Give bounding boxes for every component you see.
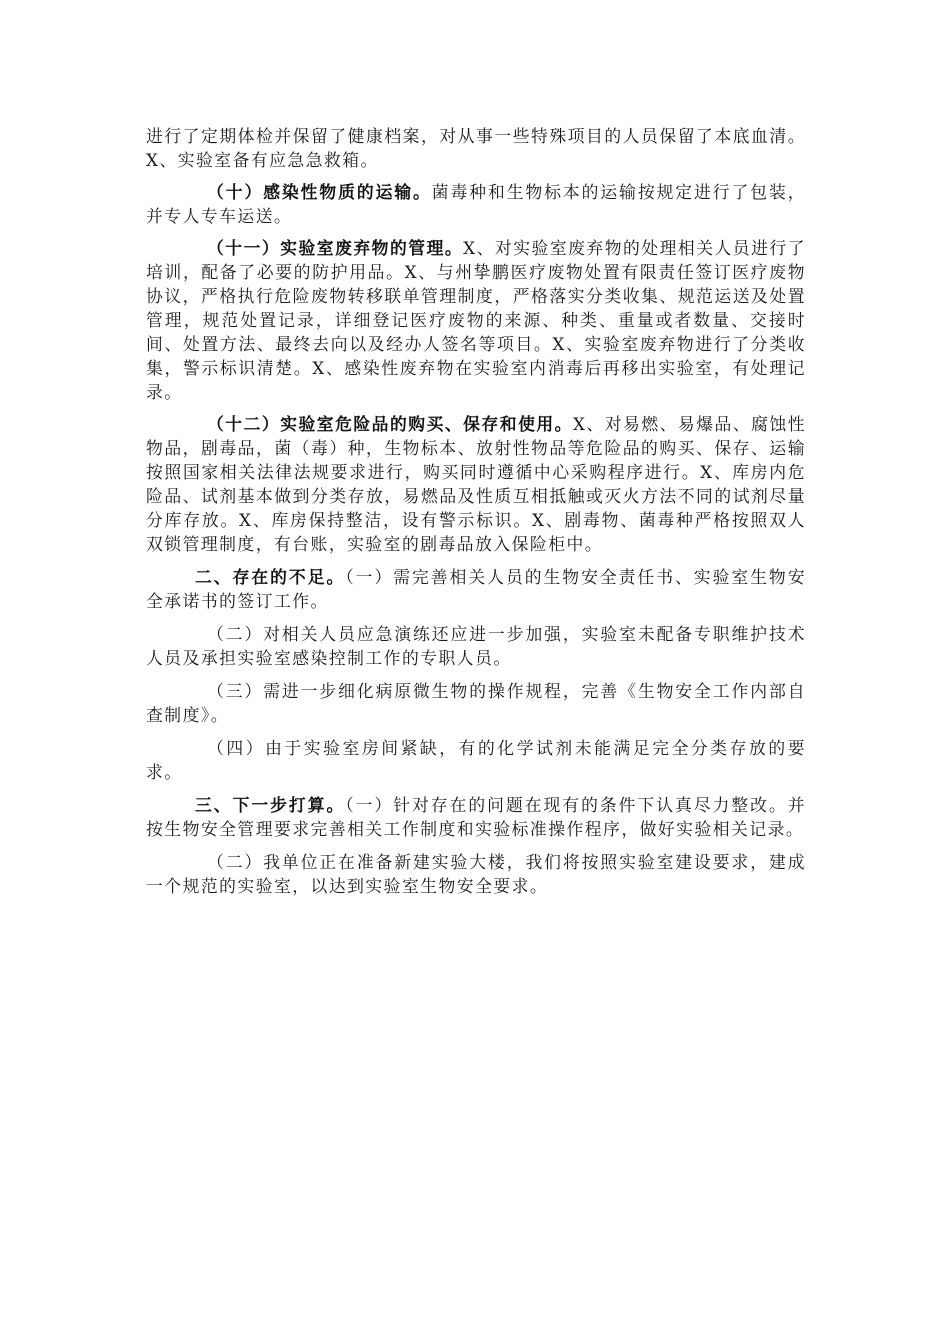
paragraph-hazardous-materials	[146, 412, 806, 556]
paragraph-text: 进行了定期体检并保留了健康档案，对从事一些特殊项目的人员保留了本底血清。X、实验室备有应急急救箱。	[146, 126, 806, 170]
paragraph-text: （二）我单位正在准备新建实验大楼，我们将按照实验室建设要求，建成一个规范的实验室，以达到实验室生物安全要求。	[146, 852, 806, 896]
section-heading: （十二）实验室危险品的购买、保存和使用。	[207, 414, 573, 434]
paragraph-text: （一）针对存在的问题在现有的条件下认真尽力整改。并按生物安全管理要求完善相关工作制度和实验标准操作程序，做好实验相关记录。	[146, 795, 806, 839]
paragraph-infectious-transport	[146, 180, 806, 228]
paragraph-next-step-2	[146, 850, 806, 898]
section-heading: （十）感染性物质的运输。	[207, 182, 432, 202]
paragraph-waste-management	[146, 236, 806, 404]
section-heading: 三、下一步打算。	[195, 795, 346, 815]
paragraph-text: （二）对相关人员应急演练还应进一步加强，实验室未配备专职维护技术人员及承担实验室感染控制工作的专职人员。	[146, 624, 806, 668]
section-heading: （十一）实验室废弃物的管理。	[207, 238, 464, 258]
section-heading: 二、存在的不足。	[195, 567, 346, 587]
paragraph-text: （三）需进一步细化病原微生物的操作规程，完善《生物安全工作内部自查制度》。	[146, 681, 806, 725]
paragraph-shortcoming-4	[146, 736, 806, 784]
paragraph-shortcoming-2	[146, 622, 806, 670]
paragraph-text: 菌毒种和生物标本的运输按规定进行了包装，并专人专车运送。	[146, 182, 806, 226]
paragraph-text: （一）需完善相关人员的生物安全责任书、实验室生物安全承诺书的签订工作。	[146, 567, 806, 611]
paragraph-text: X、对易燃、易爆品、腐蚀性物品，剧毒品，菌（毒）种，生物标本、放射性物品等危险品的购买、保存、运输按照国家相关法律法规要求进行，购买同时遵循中心采购程序进行。X、库房内危险品、试剂基本做到分类存放，易燃品及性质互相抵触或灭火方法不同的试剂尽量分库存放。X、库房保持整洁，设有警示标识。X、剧毒物、菌毒种严格按照双人双锁管理制度，有台账，实验室的剧毒品放入保险柜中。	[146, 414, 806, 554]
paragraph-health-records	[146, 124, 806, 172]
paragraph-next-steps	[146, 793, 806, 841]
paragraph-text: X、对实验室废弃物的处理相关人员进行了培训，配备了必要的防护用品。X、与州挚鹏医疗废物处置有限责任签订医疗废物协议，严格执行危险废物转移联单管理制度，严格落实分类收集、规范运送及处置管理，规范处置记录，详细登记医疗废物的来源、种类、重量或者数量、交接时间、处置方法、最终去向以及经办人签名等项目。X、实验室废弃物进行了分类收集，警示标识清楚。X、感染性废弃物在实验室内消毒后再移出实验室，有处理记录。	[146, 238, 806, 402]
document-body	[146, 124, 806, 898]
paragraph-shortcoming-3	[146, 679, 806, 727]
paragraph-shortcomings	[146, 565, 806, 613]
paragraph-text: （四）由于实验室房间紧缺，有的化学试剂未能满足完全分类存放的要求。	[146, 738, 806, 782]
